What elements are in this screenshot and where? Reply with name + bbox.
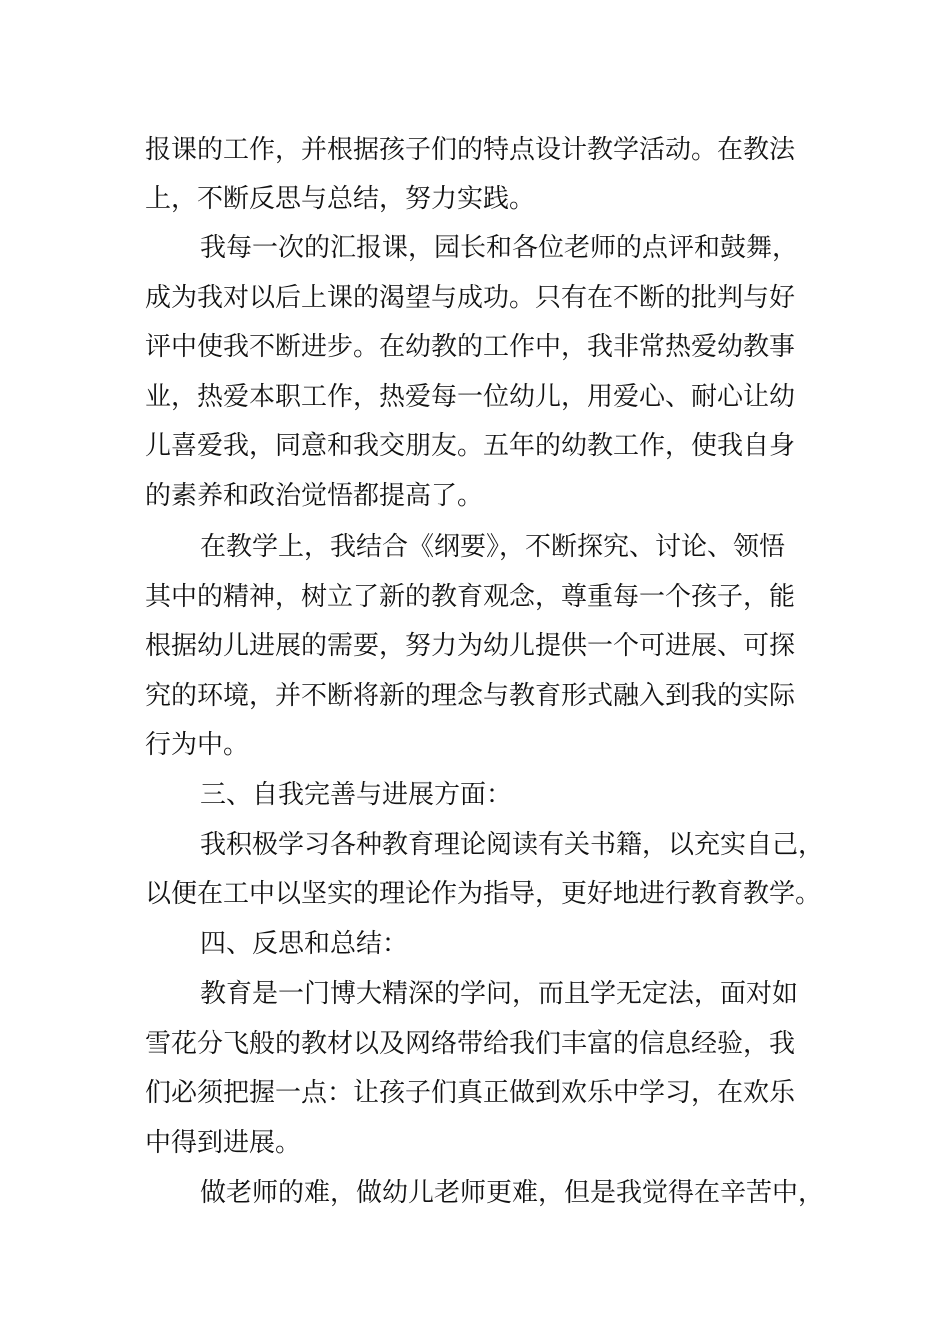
text-line: 以便在工中以坚实的理论作为指导，更好地进行教育教学。	[145, 879, 822, 909]
text-line: 中得到进展。	[145, 1128, 302, 1158]
text-line: 们必须把握一点：让孩子们真正做到欢乐中学习，在欢乐	[145, 1078, 796, 1108]
text-line: 上，不断反思与总结，努力实践。	[145, 184, 536, 214]
text-line: 评中使我不断进步。在幼教的工作中，我非常热爱幼教事	[145, 332, 796, 362]
paragraph-first-line: 我积极学习各种教育理论阅读有关书籍，以充实自己，	[200, 830, 825, 860]
text-line: 雪花分飞般的教材以及网络带给我们丰富的信息经验，我	[145, 1029, 796, 1059]
paragraph-first-line: 在教学上，我结合《纲要》，不断探究、讨论、领悟	[200, 532, 786, 562]
text-line: 业，热爱本职工作，热爱每一位幼儿，用爱心、耐心让幼	[145, 382, 796, 412]
text-line: 的素养和政治觉悟都提高了。	[145, 481, 484, 511]
text-line: 儿喜爱我，同意和我交朋友。五年的幼教工作，使我自身	[145, 431, 796, 461]
paragraph-first-line: 我每一次的汇报课，园长和各位老师的点评和鼓舞，	[200, 233, 799, 263]
section-heading: 三、自我完善与进展方面：	[200, 780, 513, 810]
text-line: 根据幼儿进展的需要，努力为幼儿提供一个可进展、可探	[145, 631, 796, 661]
text-line: 行为中。	[145, 730, 250, 760]
text-line: 究的环境，并不断将新的理念与教育形式融入到我的实际	[145, 681, 796, 711]
text-line: 报课的工作，并根据孩子们的特点设计教学活动。在教法	[145, 135, 796, 165]
paragraph-first-line: 做老师的难，做幼儿老师更难，但是我觉得在辛苦中，	[200, 1178, 825, 1208]
text-line: 成为我对以后上课的渴望与成功。只有在不断的批判与好	[145, 283, 796, 313]
paragraph-first-line: 教育是一门博大精深的学问，而且学无定法，面对如	[200, 979, 799, 1009]
section-heading: 四、反思和总结：	[200, 929, 409, 959]
text-line: 其中的精神，树立了新的教育观念，尊重每一个孩子，能	[145, 582, 796, 612]
